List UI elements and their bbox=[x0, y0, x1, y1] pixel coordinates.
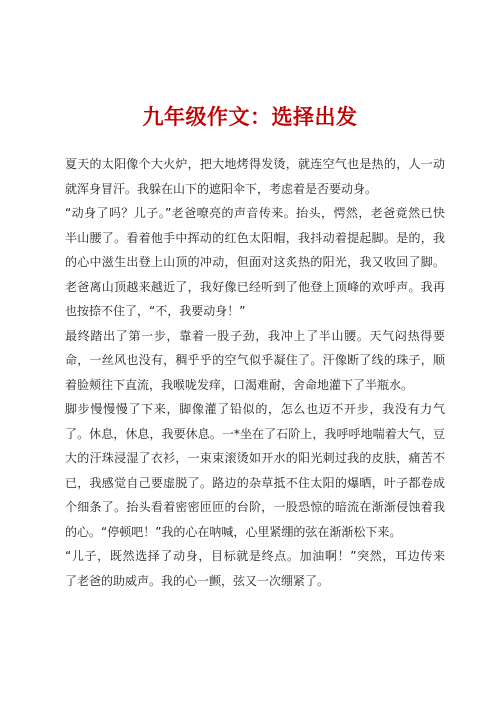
text-line: 夏天的太阳像个大火炉，把大地烤得发烫，就连空气也是热的，人一动 bbox=[65, 157, 445, 171]
text-line: 脚步慢慢慢了下来，脚像灌了铅似的，怎么也迈不开步，我没有力气 bbox=[65, 402, 445, 416]
text-line: 大的汗珠浸湿了衣衫，一束束滚烫如开水的阳光刺过我的皮肤，痛苦不 bbox=[65, 451, 445, 465]
text-line: 了老爸的助威声。我的心一颤，弦又一次绷紧了。 bbox=[65, 573, 330, 588]
text-line: 已，我感觉自己要虚脱了。路边的杂草抵不住太阳的爆晒，叶子都卷成 bbox=[65, 475, 445, 490]
text-line: 半山腰了。看着他手中挥动的红色太阳帽，我抖动着提起脚。是的，我 bbox=[65, 230, 445, 245]
text-line: 的心中滋生出登上山顶的冲动，但面对这炙热的阳光，我又收回了脚。 bbox=[65, 255, 445, 269]
text-line: “动身了吗？儿子。”老爸嘹亮的声音传来。抬头，愕然，老爸竟然已快 bbox=[65, 206, 445, 220]
paragraph-3 bbox=[65, 324, 445, 398]
text-line: 了。休息，休息，我要休息。一*坐在了石阶上，我呼呼地喘着大气，豆 bbox=[65, 426, 445, 441]
text-line: 命，一丝风也没有，稠乎乎的空气似乎凝住了。汗像断了线的珠子，顺 bbox=[65, 353, 445, 367]
text-line: 最终踏出了第一步，靠着一股子劲，我冲上了半山腰。天气闷热得要 bbox=[65, 328, 445, 343]
paragraph-5 bbox=[65, 544, 445, 593]
paragraph-2 bbox=[65, 201, 445, 324]
text-line: 也按捺不住了，“不，我要动身！” bbox=[65, 304, 246, 318]
text-line: 个细条了。抬头看着密密匝匝的台阶，一股恐惊的暗流在渐渐侵蚀着我 bbox=[65, 500, 445, 514]
text-line: 的心。“停顿吧！”我的心在呐喊，心里紧绷的弦在渐渐松下来。 bbox=[65, 524, 402, 539]
text-line: 着脸颊往下直流，我喉咙发痒，口渴难耐，舍命地灌下了半瓶水。 bbox=[65, 377, 414, 392]
document-title: 九年级作文：选择出发 bbox=[142, 104, 358, 129]
essay-body bbox=[65, 152, 445, 593]
text-line: 就浑身冒汗。我躲在山下的遮阳伞下，考虑着是否要动身。 bbox=[65, 181, 378, 196]
text-line: “儿子，既然选择了动身，目标就是终点。加油啊！”突然，耳边传来 bbox=[65, 549, 445, 563]
text-line: 老爸离山顶越来越近了，我好像已经听到了他登上顶峰的欢呼声。我再 bbox=[65, 279, 445, 294]
paragraph-4 bbox=[65, 397, 445, 544]
paragraph-1 bbox=[65, 152, 445, 201]
